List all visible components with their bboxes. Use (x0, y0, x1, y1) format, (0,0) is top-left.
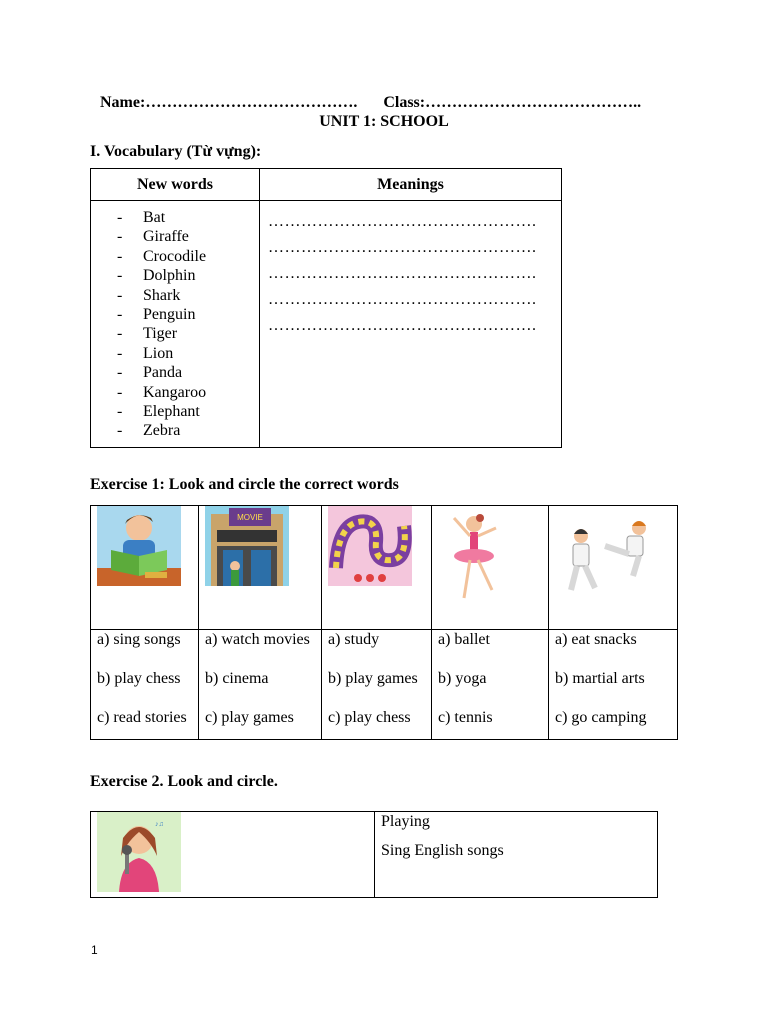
meaning-line[interactable]: …………………………………………. (268, 213, 537, 230)
words-cell (91, 201, 260, 448)
picture-cell (91, 812, 375, 898)
options-cell (91, 630, 199, 740)
option-sing-english-songs[interactable]: Sing English songs (381, 842, 504, 859)
option-a[interactable]: a) study (328, 631, 380, 648)
class-label: Class:………………………………….. (383, 94, 642, 111)
col-new-words: New words (91, 169, 260, 201)
options-cell (322, 630, 432, 740)
word: Shark (143, 286, 181, 304)
option-a[interactable]: a) ballet (438, 631, 490, 648)
option-c[interactable]: c) read stories (97, 709, 187, 726)
col-meanings: Meanings (260, 169, 562, 201)
exercise2-table (90, 811, 658, 898)
picture-cell (322, 506, 432, 630)
movie-theater-icon (205, 506, 289, 586)
word: Giraffe (143, 228, 189, 246)
options-cell (432, 630, 549, 740)
exercise1-title: Exercise 1: Look and circle the correct words (90, 476, 399, 493)
list-item: - Giraffe (117, 228, 189, 246)
name-label: Name:…………………………………. (100, 94, 358, 111)
meaning-line[interactable]: …………………………………………. (268, 265, 537, 282)
picture-cell (432, 506, 549, 630)
list-item: - Dolphin (117, 267, 196, 285)
boy-reading-book-icon (97, 506, 181, 586)
list-item: - Tiger (117, 325, 178, 343)
word: Zebra (143, 422, 181, 440)
board-game-icon (328, 506, 412, 586)
option-c[interactable]: c) play chess (328, 709, 411, 726)
list-item: - Bat (117, 209, 166, 226)
options-cell (199, 630, 322, 740)
option-a[interactable]: a) watch movies (205, 631, 310, 648)
word: Crocodile (143, 247, 207, 265)
page-number: 1 (91, 943, 98, 957)
option-c[interactable]: c) go camping (555, 709, 647, 726)
list-item: - Lion (117, 344, 174, 362)
option-b[interactable]: b) martial arts (555, 670, 645, 687)
picture-cell (549, 506, 678, 630)
word: Lion (143, 344, 174, 362)
svg-text:MOVIE: MOVIE (237, 513, 263, 522)
meaning-line[interactable]: …………………………………………. (268, 291, 537, 308)
meanings-cell[interactable] (260, 201, 562, 448)
option-c[interactable]: c) tennis (438, 709, 493, 726)
option-b[interactable]: b) play games (328, 670, 418, 687)
list-item: - Elephant (117, 403, 200, 421)
option-a[interactable]: a) eat snacks (555, 631, 637, 648)
vocabulary-table (90, 168, 562, 448)
option-playing[interactable]: Playing (381, 813, 430, 830)
list-item: - Crocodile (117, 247, 207, 265)
exercise1-table (90, 505, 678, 740)
unit-title: UNIT 1: SCHOOL (319, 113, 449, 130)
word-list (91, 201, 259, 447)
word: Panda (143, 364, 183, 382)
option-b[interactable]: b) yoga (438, 670, 487, 687)
list-item: - Shark (117, 286, 181, 304)
ballerina-icon (438, 506, 508, 606)
vocabulary-title: I. Vocabulary (Từ vựng): (90, 143, 262, 160)
picture-cell (91, 506, 199, 630)
word: Kangaroo (143, 383, 207, 401)
list-item: - Zebra (117, 422, 181, 440)
option-c[interactable]: c) play games (205, 709, 294, 726)
picture-cell (199, 506, 322, 630)
meaning-line[interactable]: …………………………………………. (268, 317, 537, 334)
header-line (100, 94, 700, 112)
exercise2-title: Exercise 2. Look and circle. (90, 773, 278, 790)
girl-singing-icon (97, 812, 181, 892)
list-item: - Kangaroo (117, 383, 207, 401)
word: Dolphin (143, 267, 196, 285)
meaning-line[interactable]: …………………………………………. (268, 239, 537, 256)
karate-kids-icon (557, 510, 657, 600)
list-item: - Panda (117, 364, 183, 382)
word: Tiger (143, 325, 178, 343)
list-item: - Penguin (117, 306, 196, 324)
option-a[interactable]: a) sing songs (97, 631, 181, 648)
option-b[interactable]: b) play chess (97, 670, 181, 687)
svg-text:♪♫: ♪♫ (155, 821, 164, 828)
options-cell (549, 630, 678, 740)
word: Penguin (143, 306, 196, 324)
word: Elephant (143, 403, 200, 421)
word: Bat (143, 209, 166, 226)
option-b[interactable]: b) cinema (205, 670, 269, 687)
options-cell (375, 812, 658, 898)
